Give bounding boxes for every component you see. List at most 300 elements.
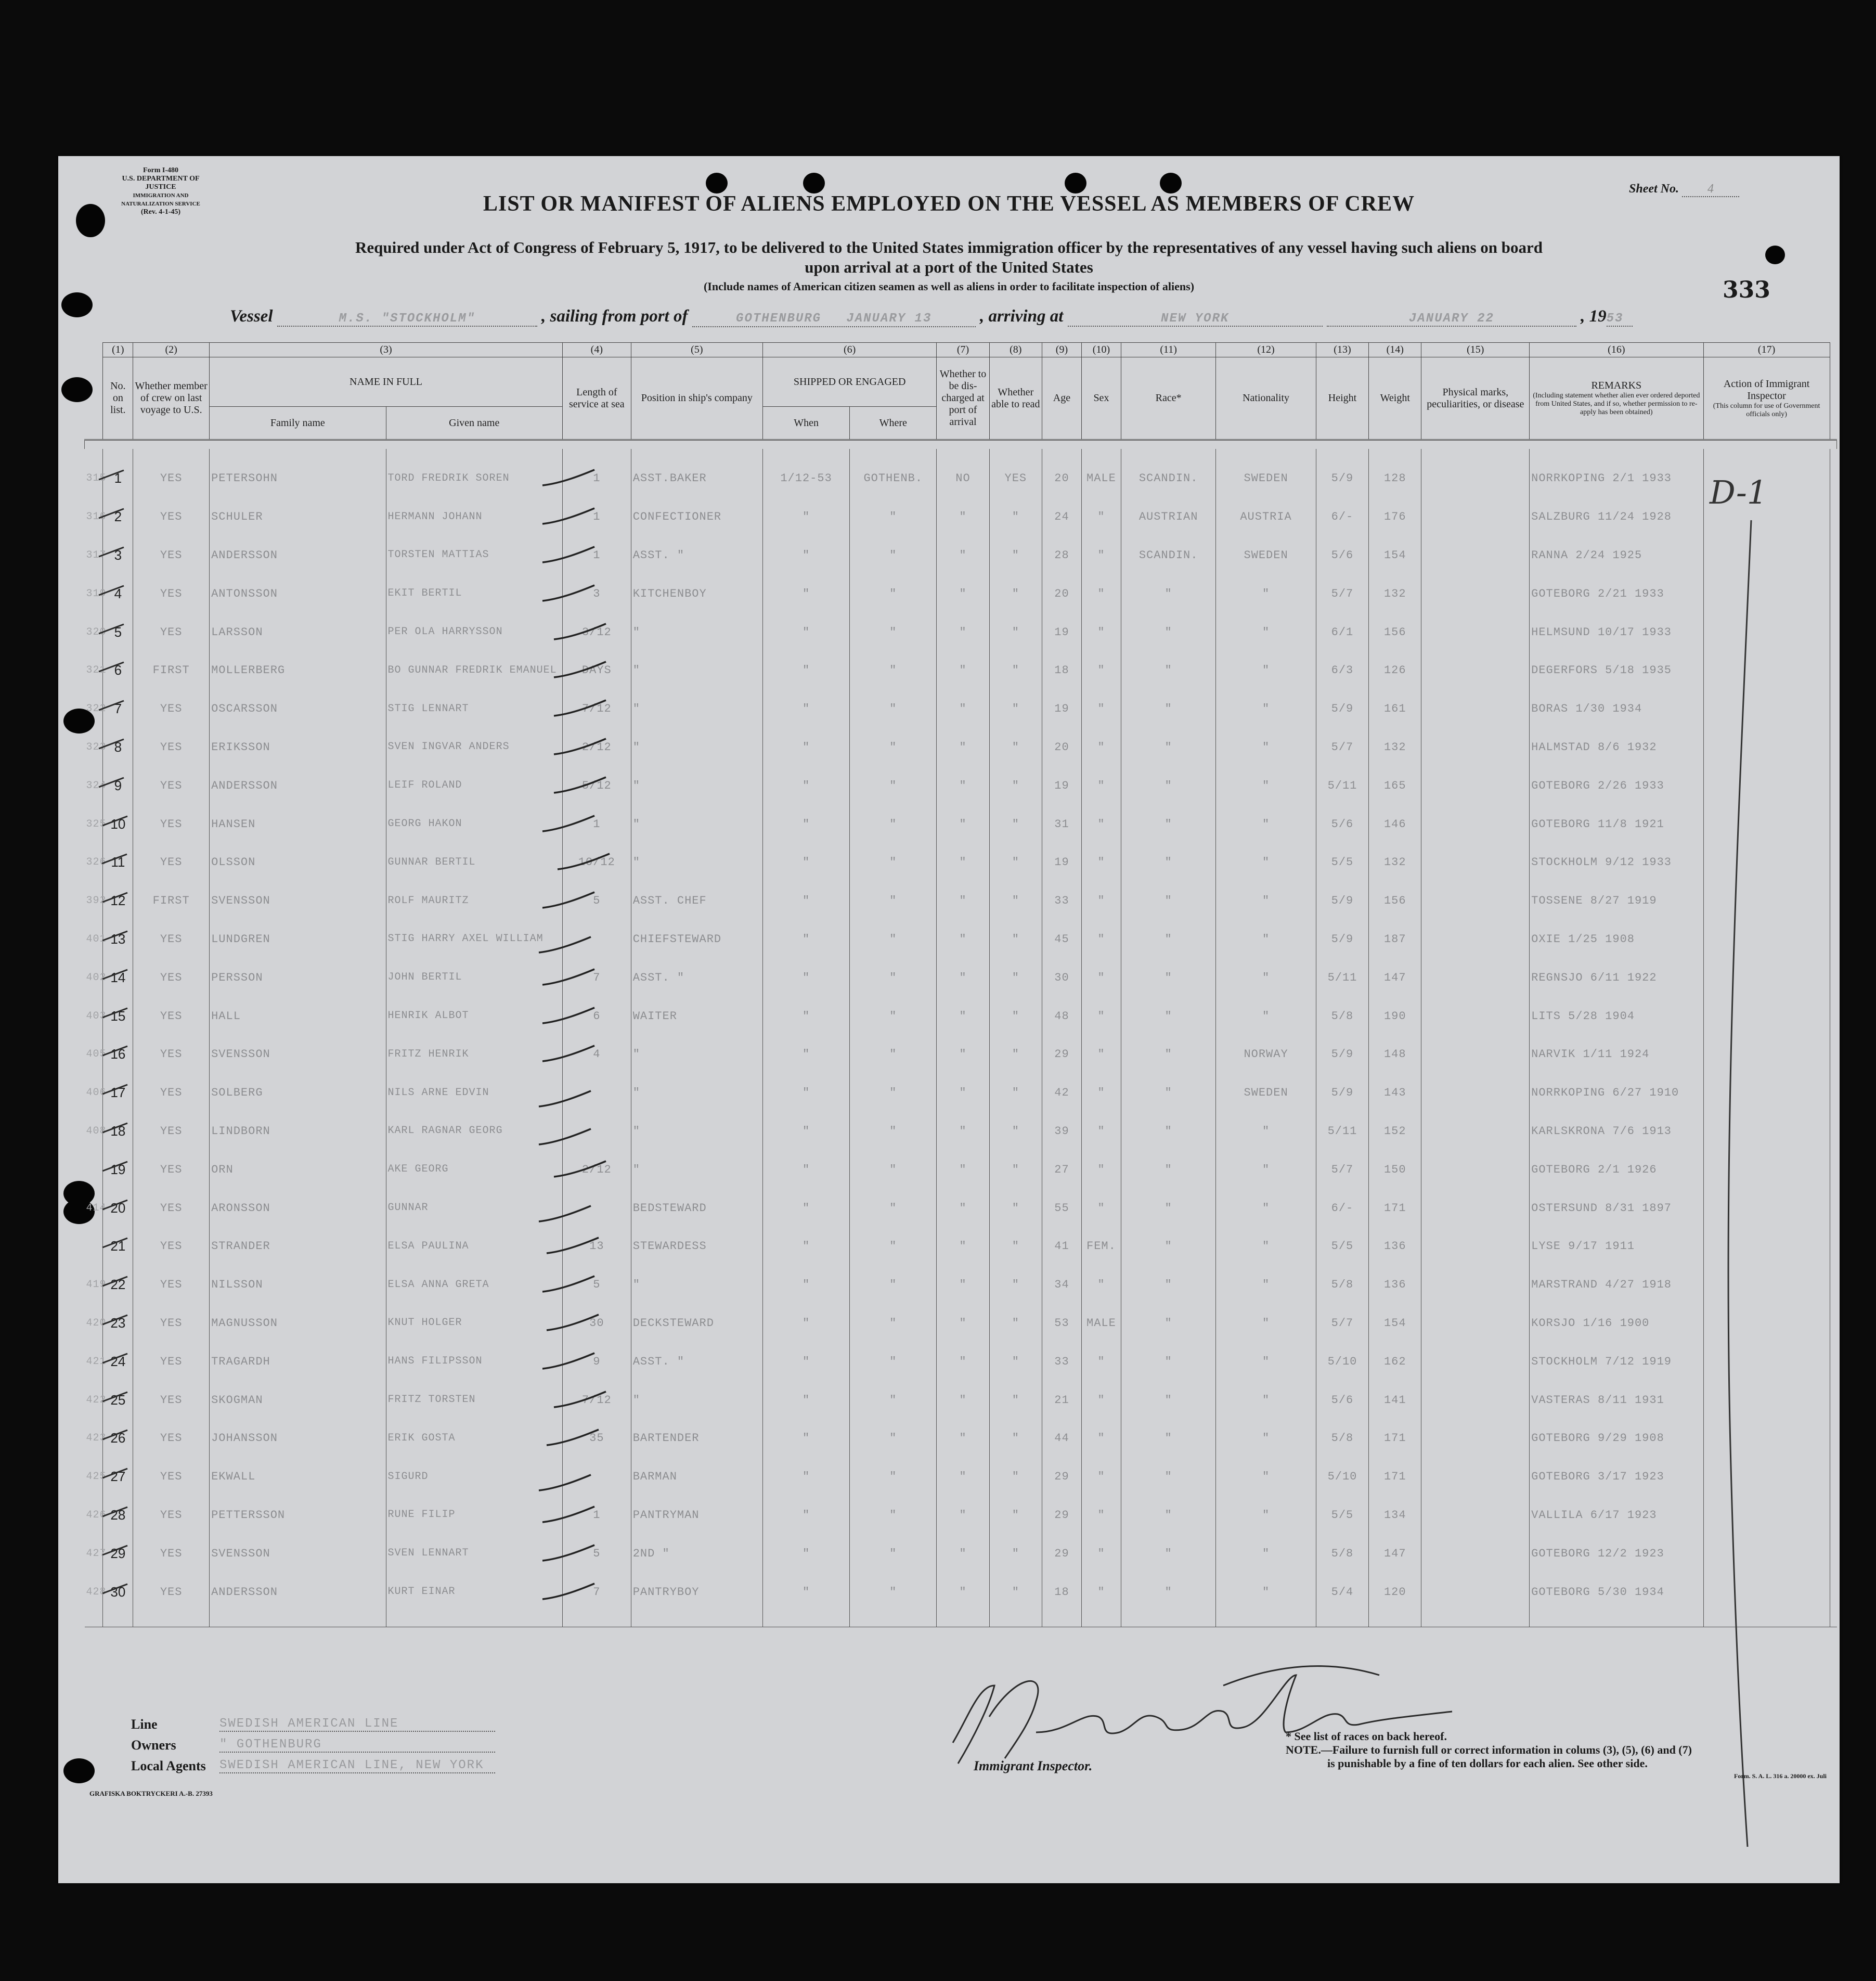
- cell-family-name: LUNDGREN: [210, 920, 386, 959]
- cell-nationality: ": [1216, 1227, 1316, 1266]
- check-tick-mark: [97, 621, 128, 637]
- cell-family-name: MOLLERBERG: [210, 651, 386, 690]
- cell-shipped-where: ": [850, 498, 937, 536]
- cell-nationality: ": [1216, 1266, 1316, 1304]
- cell-edge: [1830, 1534, 1836, 1573]
- cell-weight: 132: [1369, 728, 1421, 767]
- cell-nationality: ": [1216, 1573, 1316, 1627]
- header-where: Where: [850, 407, 937, 440]
- cell-height: 5/6: [1316, 536, 1368, 575]
- owners-value: " GOTHENBURG: [219, 1738, 495, 1753]
- service-check-mark: [552, 1390, 609, 1410]
- cell-edge: [1830, 1112, 1836, 1151]
- cell-able-to-read: ": [989, 1573, 1042, 1627]
- cell-prev-voyage: YES: [133, 805, 210, 843]
- cell-ref-number: 322: [85, 690, 103, 728]
- cell-prev-voyage: FIRST: [133, 651, 210, 690]
- page-title: LIST OR MANIFEST OF ALIENS EMPLOYED ON THE VESSEL AS MEMBERS OF CREW: [483, 192, 1415, 216]
- cell-prev-voyage: YES: [133, 1266, 210, 1304]
- cell-sex: FEM.: [1081, 1227, 1121, 1266]
- cell-remarks: LYSE 9/17 1911: [1530, 1227, 1703, 1266]
- cell-able-to-read: ": [989, 574, 1042, 613]
- line-value: SWEDISH AMERICAN LINE: [219, 1717, 495, 1732]
- cell-shipped-where: GOTHENB.: [850, 449, 937, 498]
- cell-physical-marks: [1421, 574, 1530, 613]
- cell-row-number: 16: [103, 1035, 133, 1074]
- cell-weight: 171: [1369, 1189, 1421, 1227]
- cell-remarks: HELMSUND 10/17 1933: [1530, 613, 1703, 651]
- cell-given-name: RUNE FILIP: [386, 1496, 562, 1535]
- cell-ref-number: 324: [85, 766, 103, 805]
- cell-shipped-where: ": [850, 997, 937, 1035]
- cell-prev-voyage: YES: [133, 449, 210, 498]
- cell-remarks: KORSJO 1/16 1900: [1530, 1304, 1703, 1343]
- cell-family-name: ANTONSSON: [210, 574, 386, 613]
- agents-value: SWEDISH AMERICAN LINE, NEW YORK: [219, 1758, 495, 1773]
- cell-prev-voyage: YES: [133, 1573, 210, 1627]
- cell-age: 41: [1042, 1227, 1081, 1266]
- table-row: [85, 997, 1837, 1035]
- cell-family-name: JOHANSSON: [210, 1419, 386, 1458]
- cell-discharged: ": [937, 613, 989, 651]
- cell-nationality: ": [1216, 613, 1316, 651]
- cell-service-length: 30: [562, 1304, 631, 1343]
- cell-weight: 141: [1369, 1381, 1421, 1419]
- cell-physical-marks: [1421, 958, 1530, 997]
- cell-age: 19: [1042, 690, 1081, 728]
- department: U.S. DEPARTMENT OF JUSTICE: [122, 175, 200, 191]
- cell-family-name: HALL: [210, 997, 386, 1035]
- cell-height: 5/8: [1316, 1266, 1368, 1304]
- cell-shipped-where: ": [850, 536, 937, 575]
- cell-age: 18: [1042, 1573, 1081, 1627]
- cell-age: 29: [1042, 1534, 1081, 1573]
- column-number-row: [85, 343, 1837, 357]
- cell-prev-voyage: YES: [133, 766, 210, 805]
- cell-physical-marks: [1421, 1150, 1530, 1189]
- cell-given-name: GUNNAR BERTIL: [386, 843, 562, 882]
- cell-shipped-where: ": [850, 690, 937, 728]
- cell-sex: ": [1081, 1035, 1121, 1074]
- service-check-mark: [552, 737, 609, 757]
- include-note: (Include names of American citizen seamen as well as aliens in order to facilitate inspection of aliens): [703, 280, 1195, 293]
- cell-shipped-where: ": [850, 1458, 937, 1496]
- header-discharged: Whether to be dis-charged at port of arrival: [937, 357, 989, 440]
- cell-physical-marks: [1421, 728, 1530, 767]
- cell-shipped-when: ": [762, 958, 849, 997]
- cell-height: 5/6: [1316, 805, 1368, 843]
- cell-race: AUSTRIAN: [1121, 498, 1215, 536]
- cell-sex: ": [1081, 1381, 1121, 1419]
- cell-discharged: ": [937, 1573, 989, 1627]
- table-row: [85, 1227, 1837, 1266]
- cell-given-name: NILS ARNE EDVIN: [386, 1074, 562, 1112]
- cell-row-number: 2: [103, 498, 133, 536]
- service-check-mark: [545, 1427, 602, 1448]
- table-row: [85, 1342, 1837, 1381]
- cell-age: 24: [1042, 498, 1081, 536]
- cell-physical-marks: [1421, 1342, 1530, 1381]
- cell-race: ": [1121, 843, 1215, 882]
- cell-edge: [1830, 728, 1836, 767]
- cell-position: ASST.BAKER: [631, 449, 762, 498]
- check-tick-mark: [97, 659, 128, 675]
- year-prefix: , 19: [1581, 307, 1607, 326]
- cell-race: ": [1121, 920, 1215, 959]
- cell-row-number: 28: [103, 1496, 133, 1535]
- header-given-name: Given name: [386, 407, 562, 440]
- cell-row-number: 5: [103, 613, 133, 651]
- fine-note-2: is punishable by a fine of ten dollars for each alien. See other side.: [1327, 1757, 1648, 1770]
- cell-shipped-where: ": [850, 1074, 937, 1112]
- cell-family-name: ERIKSSON: [210, 728, 386, 767]
- cell-given-name: ELSA ANNA GRETA: [386, 1266, 562, 1304]
- cell-discharged: ": [937, 574, 989, 613]
- cell-height: 5/6: [1316, 1381, 1368, 1419]
- cell-height: 5/7: [1316, 574, 1368, 613]
- cell-family-name: OSCARSSON: [210, 690, 386, 728]
- cell-sex: ": [1081, 498, 1121, 536]
- cell-race: ": [1121, 1189, 1215, 1227]
- cell-remarks: GOTEBORG 2/26 1933: [1530, 766, 1703, 805]
- service-check-mark: [540, 1006, 598, 1026]
- cell-shipped-when: ": [762, 1189, 849, 1227]
- cell-row-number: 9: [103, 766, 133, 805]
- header-no-on-list: No. on list.: [103, 357, 133, 440]
- cell-shipped-when: ": [762, 1534, 849, 1573]
- cell-position: ": [631, 1074, 762, 1112]
- action-note: (This column for use of Government officials only): [1713, 402, 1820, 418]
- cell-physical-marks: [1421, 1534, 1530, 1573]
- cell-shipped-when: ": [762, 651, 849, 690]
- cell-given-name: KARL RAGNAR GEORG: [386, 1112, 562, 1151]
- cell-physical-marks: [1421, 1458, 1530, 1496]
- cell-nationality: ": [1216, 651, 1316, 690]
- cell-age: 33: [1042, 882, 1081, 920]
- cell-height: 5/7: [1316, 728, 1368, 767]
- cell-service-length: 4: [562, 1035, 631, 1074]
- cell-height: 6/3: [1316, 651, 1368, 690]
- cell-row-number: 8: [103, 728, 133, 767]
- cell-shipped-when: ": [762, 1304, 849, 1343]
- cell-discharged: ": [937, 1496, 989, 1535]
- cell-row-number: 21: [103, 1227, 133, 1266]
- cell-weight: 171: [1369, 1458, 1421, 1496]
- cell-weight: 154: [1369, 1304, 1421, 1343]
- cell-race: ": [1121, 690, 1215, 728]
- cell-physical-marks: [1421, 1304, 1530, 1343]
- check-tick-mark: [97, 775, 128, 790]
- cell-discharged: ": [937, 805, 989, 843]
- cell-edge: [1830, 920, 1836, 959]
- service-check-mark: [545, 1236, 602, 1256]
- cell-shipped-when: ": [762, 1266, 849, 1304]
- cell-able-to-read: ": [989, 690, 1042, 728]
- col-num: (8): [989, 343, 1042, 357]
- cell-ref-number: 321: [85, 651, 103, 690]
- cell-able-to-read: ": [989, 1534, 1042, 1573]
- cell-age: 29: [1042, 1458, 1081, 1496]
- vessel-name: M.S. "STOCKHOLM": [277, 312, 537, 327]
- cell-row-number: 4: [103, 574, 133, 613]
- cell-position: ": [631, 843, 762, 882]
- cell-given-name: AKE GEORG: [386, 1150, 562, 1189]
- cell-shipped-when: ": [762, 1112, 849, 1151]
- cell-ref-number: 323: [85, 728, 103, 767]
- cell-shipped-where: ": [850, 1266, 937, 1304]
- sailing-port-group: [692, 307, 976, 327]
- cell-given-name: ELSA PAULINA: [386, 1227, 562, 1266]
- cell-race: ": [1121, 613, 1215, 651]
- service-check-mark: [537, 1089, 594, 1110]
- form-revision: (Rev. 4-1-45): [140, 208, 181, 216]
- cell-family-name: PETTERSSON: [210, 1496, 386, 1535]
- cell-weight: 136: [1369, 1227, 1421, 1266]
- cell-able-to-read: ": [989, 1150, 1042, 1189]
- cell-weight: 156: [1369, 882, 1421, 920]
- cell-given-name: ERIK GOSTA: [386, 1419, 562, 1458]
- cell-shipped-where: ": [850, 766, 937, 805]
- cell-family-name: HANSEN: [210, 805, 386, 843]
- cell-prev-voyage: YES: [133, 574, 210, 613]
- cell-physical-marks: [1421, 1227, 1530, 1266]
- cell-able-to-read: ": [989, 805, 1042, 843]
- cell-row-number: 30: [103, 1573, 133, 1627]
- cell-service-length: 13: [562, 1227, 631, 1266]
- cell-remarks: VALLILA 6/17 1923: [1530, 1496, 1703, 1535]
- cell-position: STEWARDESS: [631, 1227, 762, 1266]
- cell-discharged: ": [937, 1458, 989, 1496]
- cell-race: ": [1121, 958, 1215, 997]
- cell-edge: [1830, 1573, 1836, 1627]
- table-row: [85, 1304, 1837, 1343]
- cell-age: 42: [1042, 1074, 1081, 1112]
- check-tick-mark: [97, 467, 128, 483]
- cell-physical-marks: [1421, 805, 1530, 843]
- cell-remarks: GOTEBORG 2/1 1926: [1530, 1150, 1703, 1189]
- header-age: Age: [1042, 357, 1081, 440]
- cell-ref-number: 421: [85, 1342, 103, 1381]
- table-row: [85, 613, 1837, 651]
- cell-shipped-where: ": [850, 1534, 937, 1573]
- check-tick-mark: [100, 1427, 132, 1443]
- cell-service-length: 3: [562, 574, 631, 613]
- cell-shipped-when: ": [762, 843, 849, 882]
- cell-remarks: SALZBURG 11/24 1928: [1530, 498, 1703, 536]
- cell-race: SCANDIN.: [1121, 536, 1215, 575]
- cell-remarks: NORRKOPING 2/1 1933: [1530, 449, 1703, 498]
- cell-age: 20: [1042, 449, 1081, 498]
- arriving-label: , arriving at: [979, 307, 1064, 326]
- cell-position: ": [631, 651, 762, 690]
- cell-position: ": [631, 728, 762, 767]
- cell-prev-voyage: YES: [133, 690, 210, 728]
- cell-race: ": [1121, 1304, 1215, 1343]
- header-name-in-full: NAME IN FULL: [210, 357, 563, 407]
- cell-remarks: GOTEBORG 12/2 1923: [1530, 1534, 1703, 1573]
- cell-weight: 132: [1369, 574, 1421, 613]
- punch-hole: [803, 173, 825, 194]
- cell-row-number: 24: [103, 1342, 133, 1381]
- cell-shipped-where: ": [850, 882, 937, 920]
- cell-prev-voyage: YES: [133, 1304, 210, 1343]
- cell-discharged: ": [937, 1150, 989, 1189]
- cell-physical-marks: [1421, 613, 1530, 651]
- cell-shipped-when: ": [762, 920, 849, 959]
- cell-able-to-read: ": [989, 1266, 1042, 1304]
- cell-row-number: 27: [103, 1458, 133, 1496]
- cell-edge: [1830, 1189, 1836, 1227]
- cell-ref-number: 427: [85, 1534, 103, 1573]
- cell-edge: [1830, 1035, 1836, 1074]
- cell-sex: MALE: [1081, 449, 1121, 498]
- cell-able-to-read: ": [989, 1112, 1042, 1151]
- cell-service-length: 6: [562, 997, 631, 1035]
- cell-nationality: ": [1216, 805, 1316, 843]
- cell-height: 5/4: [1316, 1573, 1368, 1627]
- note-label: NOTE.: [1286, 1743, 1321, 1756]
- col-num: (15): [1421, 343, 1530, 357]
- cell-service-length: 1: [562, 536, 631, 575]
- cell-position: PANTRYMAN: [631, 1496, 762, 1535]
- cell-service-length: 2/12: [562, 728, 631, 767]
- cell-physical-marks: [1421, 1035, 1530, 1074]
- cell-prev-voyage: YES: [133, 498, 210, 536]
- cell-position: ": [631, 1150, 762, 1189]
- cell-height: 5/10: [1316, 1458, 1368, 1496]
- col-num: (6): [762, 343, 936, 357]
- cell-ref-number: 426: [85, 1496, 103, 1535]
- cell-sex: ": [1081, 1150, 1121, 1189]
- cell-ref-number: 315: [85, 449, 103, 498]
- punch-hole: [1160, 173, 1182, 194]
- cell-nationality: ": [1216, 1381, 1316, 1419]
- cell-ref-number: 420: [85, 1304, 103, 1343]
- cell-service-length: 7/12: [562, 690, 631, 728]
- cell-discharged: ": [937, 843, 989, 882]
- cell-shipped-where: ": [850, 1419, 937, 1458]
- cell-height: 5/9: [1316, 920, 1368, 959]
- cell-family-name: SVENSSON: [210, 882, 386, 920]
- header-family-name: Family name: [210, 407, 386, 440]
- cell-edge: [1830, 536, 1836, 575]
- cell-able-to-read: YES: [989, 449, 1042, 498]
- cell-edge: [1830, 1074, 1836, 1112]
- punch-hole: [1065, 173, 1086, 194]
- cell-discharged: ": [937, 766, 989, 805]
- cell-physical-marks: [1421, 997, 1530, 1035]
- cell-service-length: [562, 1189, 631, 1227]
- cell-edge: [1830, 1150, 1836, 1189]
- cell-remarks: NORRKOPING 6/27 1910: [1530, 1074, 1703, 1112]
- table-row: [85, 805, 1837, 843]
- cell-service-length: 1: [562, 1496, 631, 1535]
- col-num: (2): [133, 343, 210, 357]
- cell-height: 5/9: [1316, 882, 1368, 920]
- cell-prev-voyage: YES: [133, 1419, 210, 1458]
- inspector-bracket-line: [1702, 510, 1764, 1862]
- cell-given-name: KNUT HOLGER: [386, 1304, 562, 1343]
- cell-edge: [1830, 1266, 1836, 1304]
- stamp-number: 333: [1723, 277, 1770, 303]
- cell-race: ": [1121, 1573, 1215, 1627]
- cell-physical-marks: [1421, 690, 1530, 728]
- cell-prev-voyage: YES: [133, 1381, 210, 1419]
- cell-shipped-where: ": [850, 1112, 937, 1151]
- cell-nationality: ": [1216, 1458, 1316, 1496]
- cell-service-length: 5/12: [562, 766, 631, 805]
- cell-weight: 161: [1369, 690, 1421, 728]
- cell-service-length: 5: [562, 1266, 631, 1304]
- cell-shipped-where: ": [850, 1342, 937, 1381]
- check-tick-mark: [100, 890, 132, 905]
- cell-service-length: 9: [562, 1342, 631, 1381]
- cell-nationality: ": [1216, 843, 1316, 882]
- check-tick-mark: [100, 1197, 132, 1213]
- cell-weight: 148: [1369, 1035, 1421, 1074]
- cell-nationality: SWEDEN: [1216, 536, 1316, 575]
- cell-weight: 187: [1369, 920, 1421, 959]
- cell-shipped-when: ": [762, 1381, 849, 1419]
- cell-edge: [1830, 1227, 1836, 1266]
- cell-shipped-where: ": [850, 1150, 937, 1189]
- cell-race: ": [1121, 728, 1215, 767]
- cell-edge: [1830, 1381, 1836, 1419]
- cell-height: 5/8: [1316, 1534, 1368, 1573]
- header-prev-voyage: Whether member of crew on last voyage to U.S.: [133, 357, 210, 440]
- cell-shipped-where: ": [850, 1035, 937, 1074]
- cell-shipped-where: ": [850, 574, 937, 613]
- cell-given-name: TORSTEN MATTIAS: [386, 536, 562, 575]
- cell-weight: 152: [1369, 1112, 1421, 1151]
- check-tick-mark: [100, 1504, 132, 1520]
- service-check-mark: [540, 890, 598, 911]
- cell-physical-marks: [1421, 1074, 1530, 1112]
- table-row: [85, 651, 1837, 690]
- cell-age: 53: [1042, 1304, 1081, 1343]
- cell-family-name: MAGNUSSON: [210, 1304, 386, 1343]
- cell-weight: 132: [1369, 843, 1421, 882]
- cell-discharged: ": [937, 1304, 989, 1343]
- cell-given-name: SIGURD: [386, 1458, 562, 1496]
- cell-family-name: LINDBORN: [210, 1112, 386, 1151]
- cell-remarks: GOTEBORG 11/8 1921: [1530, 805, 1703, 843]
- cell-remarks: STOCKHOLM 9/12 1933: [1530, 843, 1703, 882]
- cell-edge: [1830, 766, 1836, 805]
- col-num: (9): [1042, 343, 1081, 357]
- required-line-1: Required under Act of Congress of February 5, 1917, to be delivered to the United States immigration officer by the representatives of any vessel having such aliens on board: [355, 238, 1543, 256]
- cell-given-name: BO GUNNAR FREDRIK EMANUEL: [386, 651, 562, 690]
- cell-shipped-where: ": [850, 651, 937, 690]
- cell-remarks: GOTEBORG 3/17 1923: [1530, 1458, 1703, 1496]
- cell-physical-marks: [1421, 1573, 1530, 1627]
- cell-able-to-read: ": [989, 1227, 1042, 1266]
- cell-weight: 147: [1369, 1534, 1421, 1573]
- sheet-number: 4: [1682, 182, 1739, 197]
- year: 53: [1607, 312, 1633, 327]
- cell-family-name: PETERSOHN: [210, 449, 386, 498]
- cell-discharged: ": [937, 690, 989, 728]
- sailing-port: GOTHENBURG: [736, 312, 822, 326]
- cell-edge: [1830, 882, 1836, 920]
- cell-shipped-when: ": [762, 1227, 849, 1266]
- cell-ref-number: 317: [85, 536, 103, 575]
- cell-row-number: 22: [103, 1266, 133, 1304]
- cell-discharged: ": [937, 958, 989, 997]
- cell-given-name: SVEN INGVAR ANDERS: [386, 728, 562, 767]
- cell-ref-number: 428: [85, 1573, 103, 1627]
- cell-age: 29: [1042, 1496, 1081, 1535]
